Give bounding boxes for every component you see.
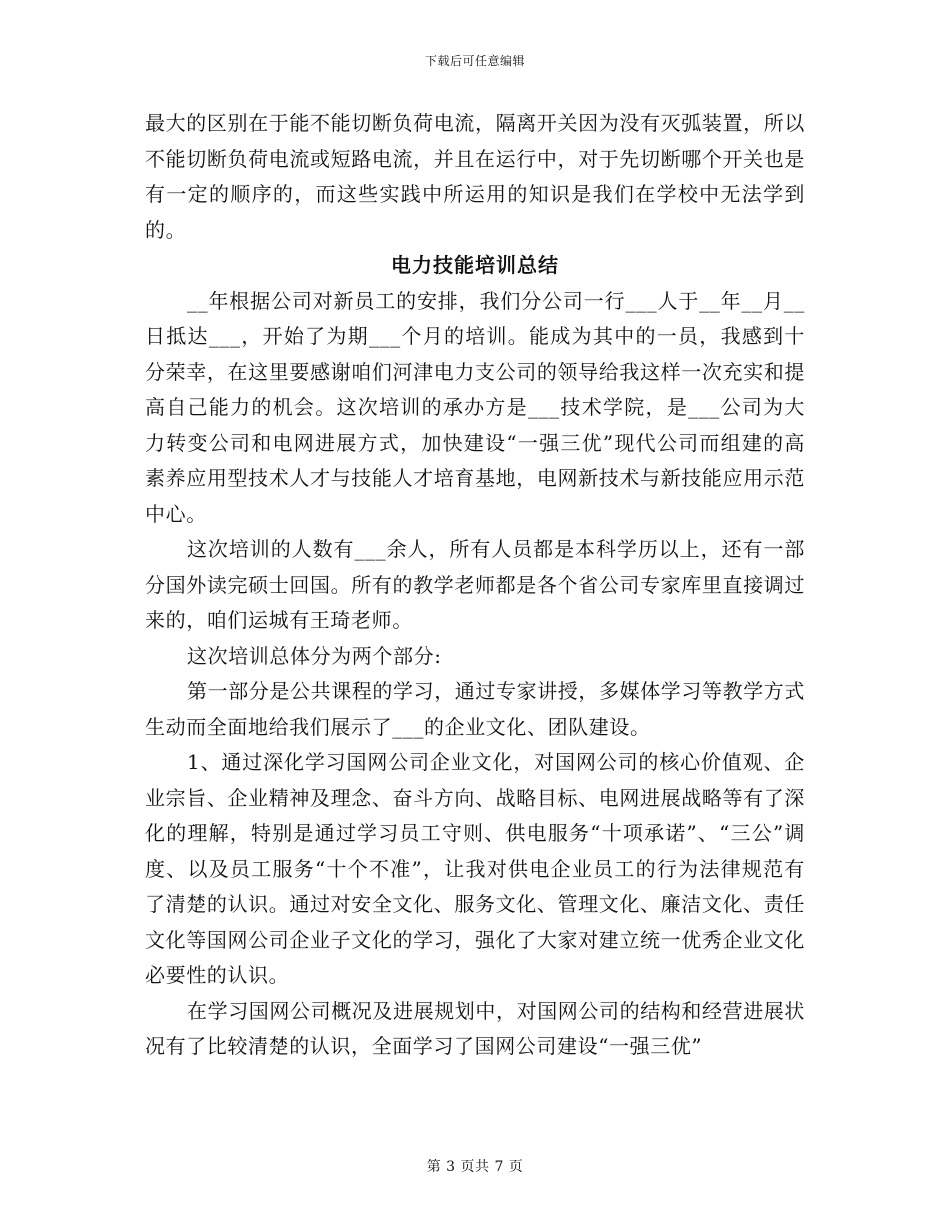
body-paragraph: 这次培训的人数有___余人，所有人员都是本科学历以上，还有一部分国外读完硕士回国。所有的教学老师都是各个省公司专家库里直接调过来的，咱们运城有王琦老师。 xyxy=(145,537,805,632)
page-header-note: 下载后可任意编辑 xyxy=(424,54,525,68)
body-paragraph: 这次培训总体分为两个部分: xyxy=(187,643,442,668)
intro-paragraph: 最大的区别在于能不能切断负荷电流，隔离开关因为没有灭弧装置，所以不能切断负荷电流或短路电流，并且在运行中，对于先切断哪个开关也是有一定的顺序的，而这些实践中所运用的知识是我们在学校中无法学到的。 xyxy=(145,111,805,242)
document-body xyxy=(145,106,805,1065)
body-paragraph: 在学习国网公司概况及进展规划中，对国网公司的结构和经营进展状况有了比较清楚的认识，全面学习了国网公司建设“一强三优” xyxy=(145,998,805,1058)
body-paragraph: 第一部分是公共课程的学习，通过专家讲授，多媒体学习等教学方式生动而全面地给我们展示了___的企业文化、团队建设。 xyxy=(145,679,805,739)
document-title: 电力技能培训总结 xyxy=(391,253,559,277)
page-number: 第 3 页共 7 页 xyxy=(426,1159,524,1175)
body-paragraph: 1、通过深化学习国网公司企业文化，对国网公司的核心价值观、企业宗旨、企业精神及理念、奋斗方向、战略目标、电网进展战略等有了深化的理解，特别是通过学习员工守则、供电服务“十项承诺”、“三公”调度、以及员工服务“十个不准”，让我对供电企业员工的行为法律规范有了清楚的认识。通过对安全文化、服务文化、管理文化、廉洁文化、责任文化等国网公司企业子文化的学习，强化了大家对建立统一优秀企业文化必要性的认识。 xyxy=(145,750,805,987)
body-paragraph: __年根据公司对新员工的安排，我们分公司一行___人于__年__月__日抵达___，开始了为期___个月的培训。能成为其中的一员，我感到十分荣幸，在这里要感谢咱们河津电力支公司的领导给我这样一次充实和提高自己能力的机会。这次培训的承办方是___技术学院，是___公司为大力转变公司和电网进展方式，加快建设“一强三优”现代公司而组建的高素养应用型技术人才与技能人才培育基地，电网新技术与新技能应用示范中心。 xyxy=(145,288,805,526)
